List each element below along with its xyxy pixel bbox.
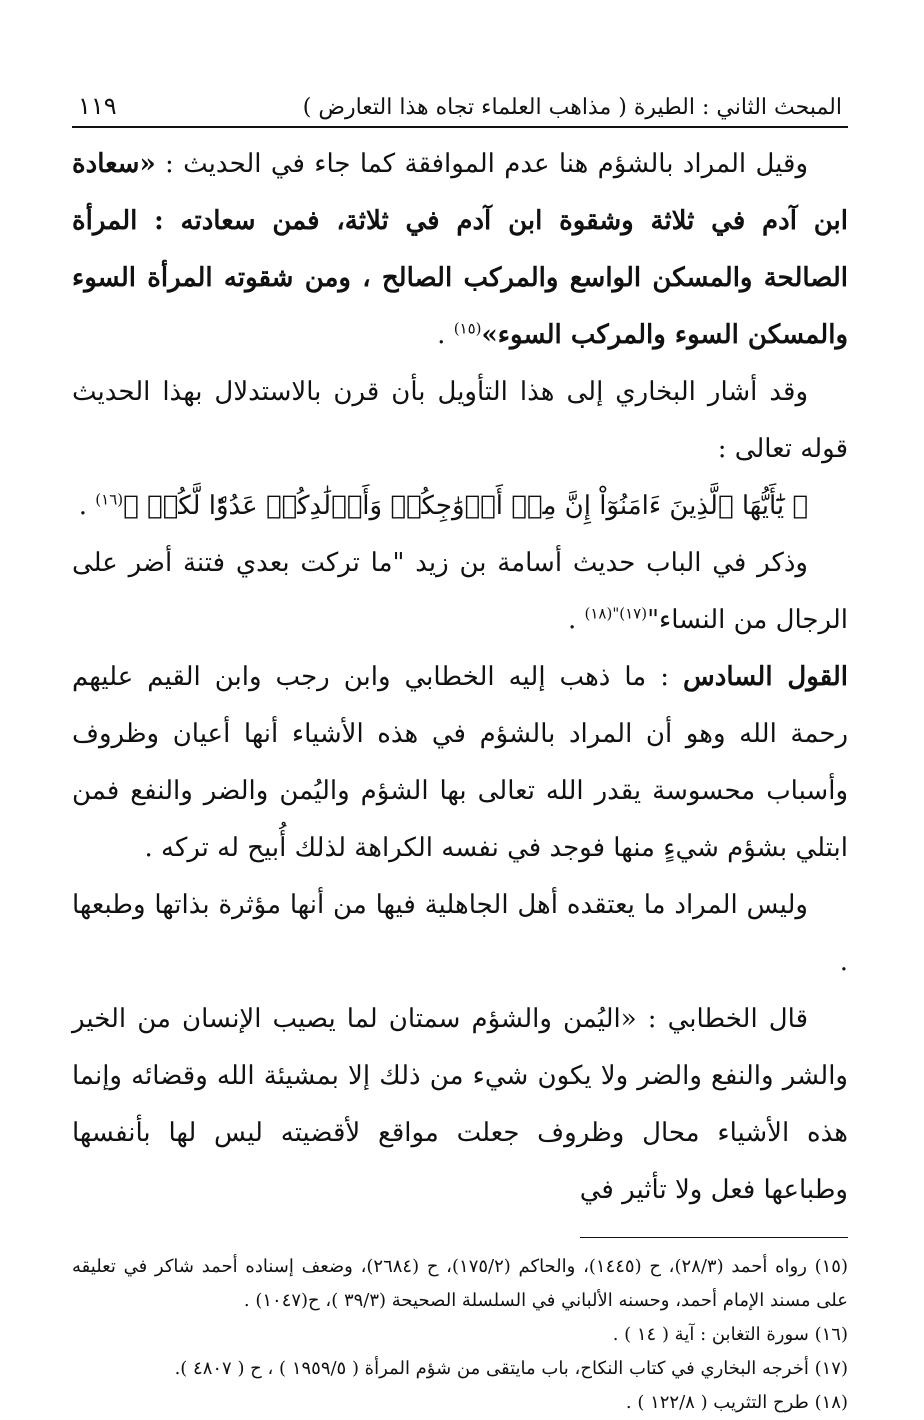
paragraph-7: قال الخطابي : «اليُمن والشؤم سمتان لما يصيب الإنسان من الخير والشر والنفع والضر ولا يكون شيء من ذلك إلا بمشيئة الله وقضائه وإنما هذه الأشياء محال وظروف جعلت مواقع لأقضيته ليس لها بأنفسها وطباعها فعل ولا تأثير في <box>72 1004 848 1205</box>
footnote-ref-15: (١٥) <box>453 319 482 338</box>
footnote-15: (١٥) رواه أحمد (٢٨/٣)، ح (١٤٤٥)، والحاكم (١٧٥/٢)، ح (٢٦٨٤)، وضعف إسناده أحمد شاكر في تعليقه على مسند الإمام أحمد، وحسنه الألباني في السلسلة الصحيحة (٣٩/٣ )، ح(١٠٤٧) . <box>72 1256 849 1311</box>
footnote-ref-16: (١٦) <box>95 490 124 509</box>
paragraph-1-end: . <box>437 320 454 350</box>
paragraph-3 <box>72 478 848 535</box>
header-title: المبحث الثاني : الطيرة ( مذاهب العلماء تجاه هذا التعارض ) <box>302 95 842 120</box>
footnote-17: (١٧) أخرجه البخاري في كتاب النكاح، باب مايتقى من شؤم المرأة ( ١٩٥٩/٥ ) ، ح ( ٤٨٠٧ ). <box>174 1358 848 1379</box>
footnote-ref-17-18: (١٧)"(١٨) <box>584 604 648 623</box>
paragraph-4-text: وذكر في الباب حديث أسامة بن زيد "ما تركت بعدي فتنة أضر على الرجال من النساء" <box>72 548 848 635</box>
running-header <box>72 92 848 128</box>
footnote-divider <box>580 1237 848 1238</box>
hadith-quote: «سعادة ابن آدم في ثلاثة وشقوة ابن آدم في ثلاثة، فمن سعادته : المرأة الصالحة والمسكن الواسع والمركب الصالح ، ومن شقوته المرأة السوء والمسكن السوء والمركب السوء» <box>72 149 848 350</box>
footnote-18: (١٨) طرح التثريب ( ١٢٢/٨ ) . <box>625 1392 848 1413</box>
quran-verse: ﴿ يَٰٓأَيُّهَا ٱلَّذِينَ ءَامَنُوٓاْ إِنَّ مِنۡ أَزۡوَٰجِكُمۡ وَأَوۡلَٰدِكُمۡ عَدُوّٗا لَّكُمۡ ﴾ <box>123 491 808 521</box>
paragraph-5 <box>72 649 848 877</box>
paragraph-4-end: . <box>567 605 585 635</box>
main-text <box>72 136 848 1219</box>
paragraph-2: وقد أشار البخاري إلى هذا التأويل بأن قرن بالاستدلال بهذا الحديث قوله تعالى : <box>72 377 848 464</box>
page-number: ١١٩ <box>78 92 117 120</box>
footnote-16: (١٦) سورة التغابن : آية ( ١٤ ) . <box>612 1324 848 1345</box>
section-label: القول السادس <box>683 662 848 692</box>
paragraph-1-intro: وقيل المراد بالشؤم هنا عدم الموافقة كما جاء في الحديث : <box>155 149 808 179</box>
paragraph-1 <box>72 136 848 364</box>
footnotes <box>72 1250 848 1420</box>
book-page <box>72 92 848 1420</box>
paragraph-3-end: . <box>78 491 96 521</box>
paragraph-4 <box>72 535 848 649</box>
paragraph-5-text: : ما ذهب إليه الخطابي وابن رجب وابن القيم عليهم رحمة الله وهو أن المراد بالشؤم في هذه الأشياء أنها أعيان وظروف وأسباب محسوسة يقدر الله تعالى بها الشؤم واليُمن والضر والنفع فمن ابتلي بشؤم شيءٍ منها فوجد في نفسه الكراهة لذلك أُبيح له تركه . <box>72 662 848 863</box>
paragraph-6: وليس المراد ما يعتقده أهل الجاهلية فيها من أنها مؤثرة بذاتها وطبعها . <box>72 890 848 977</box>
